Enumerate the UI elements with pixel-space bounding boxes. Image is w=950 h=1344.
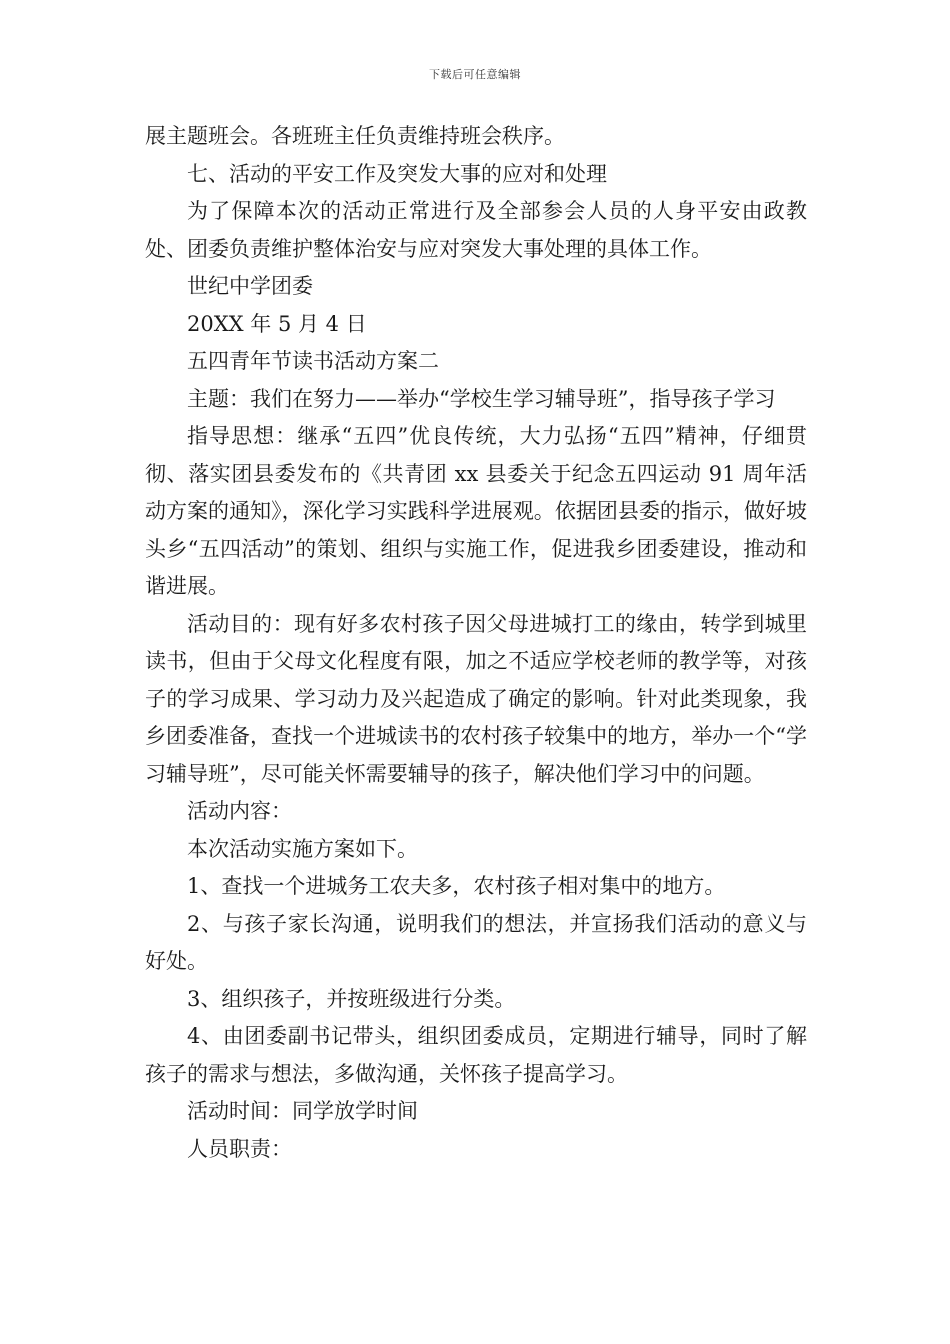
paragraph-guiding-thought: 指导思想：继承“五四”优良传统，大力弘扬“五四”精神，仔细贯彻、落实团县委发布的《共青团 xx 县委关于纪念五四运动 91 周年活动方案的通知》，深化学习实践科学进展观。依据团县委的指示，做好坡头乡“五四活动”的策划、组织与实施工作，促进我乡团委建设，推动和谐进展。 <box>145 424 807 598</box>
section-heading: 七、活动的平安工作及突发大事的应对和处理 <box>187 161 607 186</box>
paragraph: 为了保障本次的活动正常进行及全部参会人员的人身平安由政教处、团委负责维护整体治安与应对突发大事处理的具体工作。 <box>145 199 807 261</box>
paragraph: 展主题班会。各班班主任负责维持班会秩序。 <box>145 124 565 148</box>
paragraph-purpose: 活动目的：现有好多农村孩子因父母进城打工的缘由，转学到城里读书，但由于父母文化程度有限，加之不适应学校老师的教学等，对孩子的学习成果、学习动力及兴起造成了确定的影响。针对此类现象，我乡团委准备，查找一个进城读书的农村孩子较集中的地方，举办一个“学习辅导班”，尽可能关怀需要辅导的孩子，解决他们学习中的问题。 <box>145 611 807 786</box>
signature-organization: 世纪中学团委 <box>187 274 313 298</box>
list-item: 4、由团委副书记带头，组织团委成员，定期进行辅导，同时了解孩子的需求与想法，多做沟通，关怀孩子提高学习。 <box>145 1024 807 1086</box>
list-item: 1、查找一个进城务工农夫多，农村孩子相对集中的地方。 <box>187 874 726 898</box>
list-item: 2、与孩子家长沟通，说明我们的想法，并宣扬我们活动的意义与好处。 <box>145 911 807 973</box>
paragraph-content-heading: 活动内容： <box>187 799 292 823</box>
paragraph: 本次活动实施方案如下。 <box>187 836 418 861</box>
page-header: 下载后可任意编辑 <box>429 68 521 81</box>
paragraph-theme: 主题：我们在努力——举办“学校生学习辅导班”，指导孩子学习 <box>187 386 776 411</box>
section-title: 五四青年节读书活动方案二 <box>187 349 439 373</box>
signature-date: 20XX 年 5 月 4 日 <box>187 311 367 336</box>
paragraph-time: 活动时间：同学放学时间 <box>187 1099 418 1123</box>
document-body <box>145 118 807 1168</box>
paragraph-responsibilities: 人员职责： <box>187 1136 292 1161</box>
list-item: 3、组织孩子，并按班级进行分类。 <box>187 986 516 1011</box>
